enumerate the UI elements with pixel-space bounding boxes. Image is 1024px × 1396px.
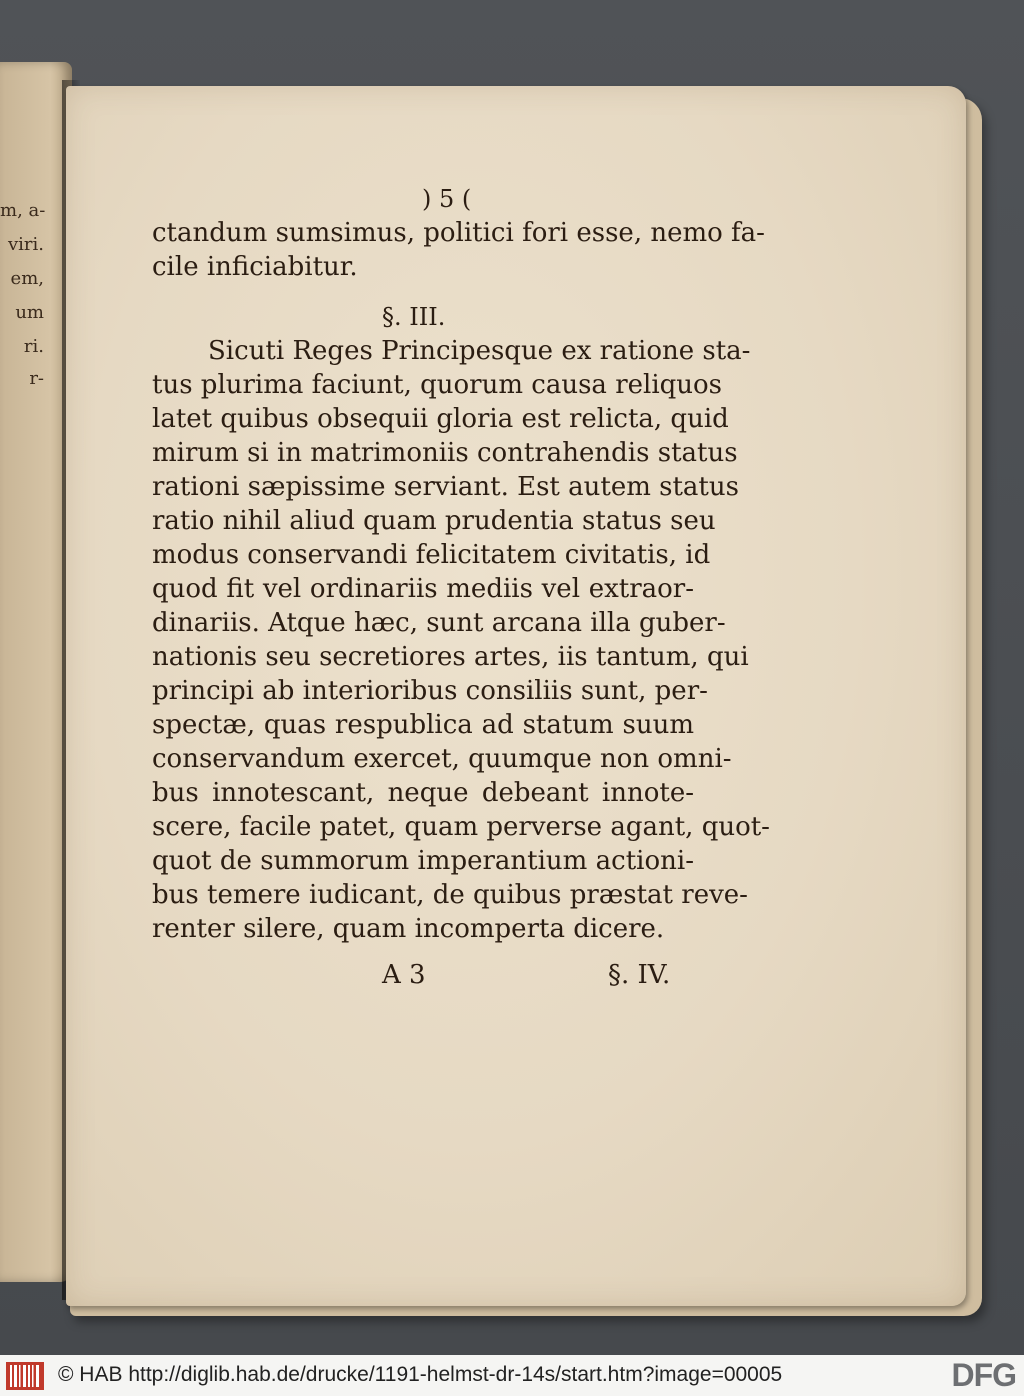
copyright-url[interactable]: © HAB http://diglib.hab.de/drucke/1191-helmst-dr-14s/start.htm?image=00005 (58, 1363, 783, 1386)
text-line: principi ab interioribus consiliis sunt, per- (152, 676, 708, 706)
text-line: quot de summorum imperantium actioni- (152, 846, 694, 876)
text-line: tus plurima faciunt, quorum causa reliquos (152, 370, 723, 400)
text-line: mirum si in matrimoniis contrahendis status (152, 438, 738, 468)
text-line: bus temere iudicant, de quibus præstat reve- (152, 880, 748, 910)
dfg-logo: DFG (951, 1357, 1016, 1393)
running-head: ) 5 ( (422, 185, 472, 213)
text-line: modus conservandi felicitatem civitatis, id (152, 540, 711, 570)
text-line: Sicuti Reges Principesque ex ratione sta- (208, 336, 751, 366)
left-page-text: ri. (23, 336, 44, 357)
text-line: quod fit vel ordinariis mediis vel extraor- (152, 574, 694, 604)
text-line: scere, facile patet, quam perverse agant, quot- (152, 812, 770, 842)
text-line: nationis seu secretiores artes, iis tantum, qui (152, 642, 749, 672)
text-line: conservandum exercet, quumque non omni- (152, 744, 732, 774)
text-line: spectæ, quas respublica ad statum suum (152, 710, 694, 740)
signature-mark: A 3 (382, 960, 426, 990)
text-line: cile inficiabitur. (152, 252, 358, 282)
text-line: bus innotescant, neque debeant innote- (152, 778, 694, 808)
text-line: dinariis. Atque hæc, sunt arcana illa guber- (152, 608, 726, 638)
text-line: ctandum sumsimus, politici fori esse, nemo fa- (152, 218, 765, 248)
text-line: ratio nihil aliud quam prudentia status seu (152, 506, 716, 536)
left-page-text: r- (29, 368, 44, 389)
text-line: rationi sæpissime serviant. Est autem status (152, 472, 739, 502)
left-page-text: um (15, 302, 44, 323)
left-page-text: viri. (7, 234, 44, 255)
text-line: renter silere, quam incomperta dicere. (152, 914, 665, 944)
left-page-text: em, (10, 268, 44, 289)
footer-bar (0, 1355, 1024, 1396)
text-line: latet quibus obsequii gloria est relicta, quid (152, 404, 729, 434)
catchword: §. IV. (608, 960, 671, 990)
section-heading: §. III. (382, 303, 446, 331)
barcode-icon (6, 1362, 44, 1390)
left-page-text: m, a- (0, 200, 46, 221)
